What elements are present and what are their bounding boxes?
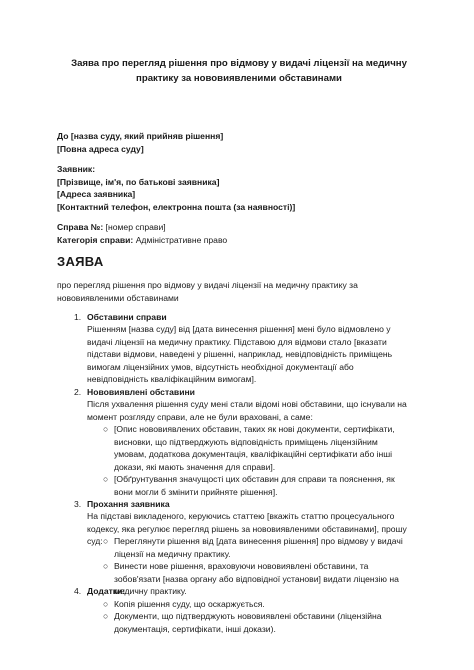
- bullet-marker: ○: [103, 536, 109, 546]
- title-line: Заява про перегляд рішення про відмову у видачі ліцензії на медичну: [71, 58, 407, 69]
- text-line: висновки, що підтверджують відповідність приміщень ліцензійним: [114, 436, 378, 447]
- text-line: Винести нове рішення, враховуючи нововиявлені обставини, та: [114, 561, 369, 571]
- case-category-value: Адміністративне право: [133, 234, 228, 245]
- section-title: Нововиявлені обставини: [87, 387, 195, 397]
- applicant-contacts: [Контактний телефон, електронна пошта (за наявності)]: [57, 201, 296, 212]
- text-line: вимогам ліцензійних умов, відсутність необхідної документації або: [87, 361, 354, 372]
- list-number: 2.: [74, 387, 82, 397]
- text-line: ліцензії на медичну практику.: [114, 548, 231, 559]
- bullet-item: [114, 598, 414, 611]
- text-line: Після ухвалення рішення суду мені стали відомі нові обставини, що існували на: [87, 399, 407, 409]
- section-heading: ЗАЯВА: [57, 254, 104, 269]
- case-number-value: [номер справи]: [103, 222, 166, 232]
- court-address: [Повна адреса суду]: [57, 143, 144, 154]
- text-line: докази, які мають значення для справи].: [114, 461, 276, 472]
- applicant-label: Заявник:: [57, 164, 96, 174]
- text-line: умовам, додаткова документація, кваліфікаційні сертифікати або інші: [114, 449, 393, 459]
- bullet-marker: ○: [103, 611, 109, 621]
- bullet-marker: ○: [103, 561, 109, 571]
- section-title: Додатки:: [87, 586, 126, 596]
- text-line: видачі ліцензії на медичну практику. Підставою для відмови стало [вказати: [87, 336, 387, 347]
- bullet-marker: ○: [103, 474, 109, 484]
- bullet-item: [114, 423, 414, 473]
- bullet-item: [114, 473, 414, 498]
- text-line: На підставі викладеного, керуючись статтею [вкажіть статтю процесуального: [87, 511, 395, 521]
- section-title: Обставини справи: [87, 312, 167, 322]
- text-line: суд:: [87, 536, 103, 546]
- section-text: [87, 398, 407, 423]
- text-line: кодексу, яка регулює перегляд рішень за нововиявленими обставинами], прошу: [87, 523, 407, 534]
- court-name: До [назва суду, який прийняв рішення]: [57, 131, 224, 141]
- applicant-address: [Адреса заявника]: [57, 189, 136, 199]
- bullet-item: [114, 560, 414, 598]
- text-line: [Опис нововиявлених обставин, таких як нові документи, сертифікати,: [114, 424, 395, 434]
- section-text: [87, 323, 407, 386]
- applicant-name: [Прізвище, ім'я, по батькові заявника]: [57, 176, 220, 187]
- text-line: документація, сертифікати, інші докази).: [114, 623, 276, 634]
- case-category-label: Категорія справи:: [57, 234, 134, 245]
- bullet-item: [114, 610, 414, 635]
- bullet-marker: ○: [103, 599, 109, 609]
- text-line: зобов'язати [назва органу або відповідної установи] видати ліцензію на: [114, 573, 399, 584]
- list-number: 1.: [74, 312, 82, 322]
- list-number: 4.: [74, 586, 82, 596]
- intro-paragraph: [57, 279, 397, 304]
- text-line: вони могли б змінити прийняте рішення].: [114, 486, 278, 497]
- case-info-block: [57, 221, 227, 246]
- text-line: Документи, що підтверджують нововиявлені обставини (ліцензійна: [114, 611, 382, 621]
- text-line: Переглянути рішення від [дата винесення рішення] про відмову у видачі: [114, 536, 403, 546]
- list-number: 3.: [74, 499, 82, 509]
- applicant-block: [57, 163, 295, 213]
- case-number: [57, 221, 227, 234]
- section-title: Прохання заявника: [87, 499, 170, 509]
- title-line: практику за нововиявленими обставинами: [136, 73, 342, 84]
- intro-line: нововиявленими обставинами: [57, 292, 179, 303]
- case-category: [57, 234, 227, 247]
- text-line: [Обґрунтування значущості цих обставин для справи та пояснення, як: [114, 474, 395, 484]
- text-line: медичну практику.: [114, 586, 187, 596]
- text-line: підстави відмови, наведені у рішенні, наприклад, невідповідність приміщень: [87, 349, 393, 359]
- case-number-label: Справа №:: [57, 222, 104, 232]
- court-address-block: [57, 130, 223, 155]
- document-title: [44, 56, 434, 86]
- text-line: невідповідність кваліфікаційним вимогам].: [87, 374, 257, 384]
- intro-line: про перегляд рішення про відмову у видачі ліцензії на медичну практику за: [57, 280, 358, 290]
- bullet-item: [114, 535, 414, 560]
- text-line: момент розгляду справи, але не були враховані, а саме:: [87, 411, 313, 422]
- bullet-marker: ○: [103, 424, 109, 434]
- text-line: Копія рішення суду, що оскаржується.: [114, 599, 265, 609]
- text-line: Рішенням [назва суду] від [дата винесення рішення] мені було відмовлено у: [87, 324, 391, 334]
